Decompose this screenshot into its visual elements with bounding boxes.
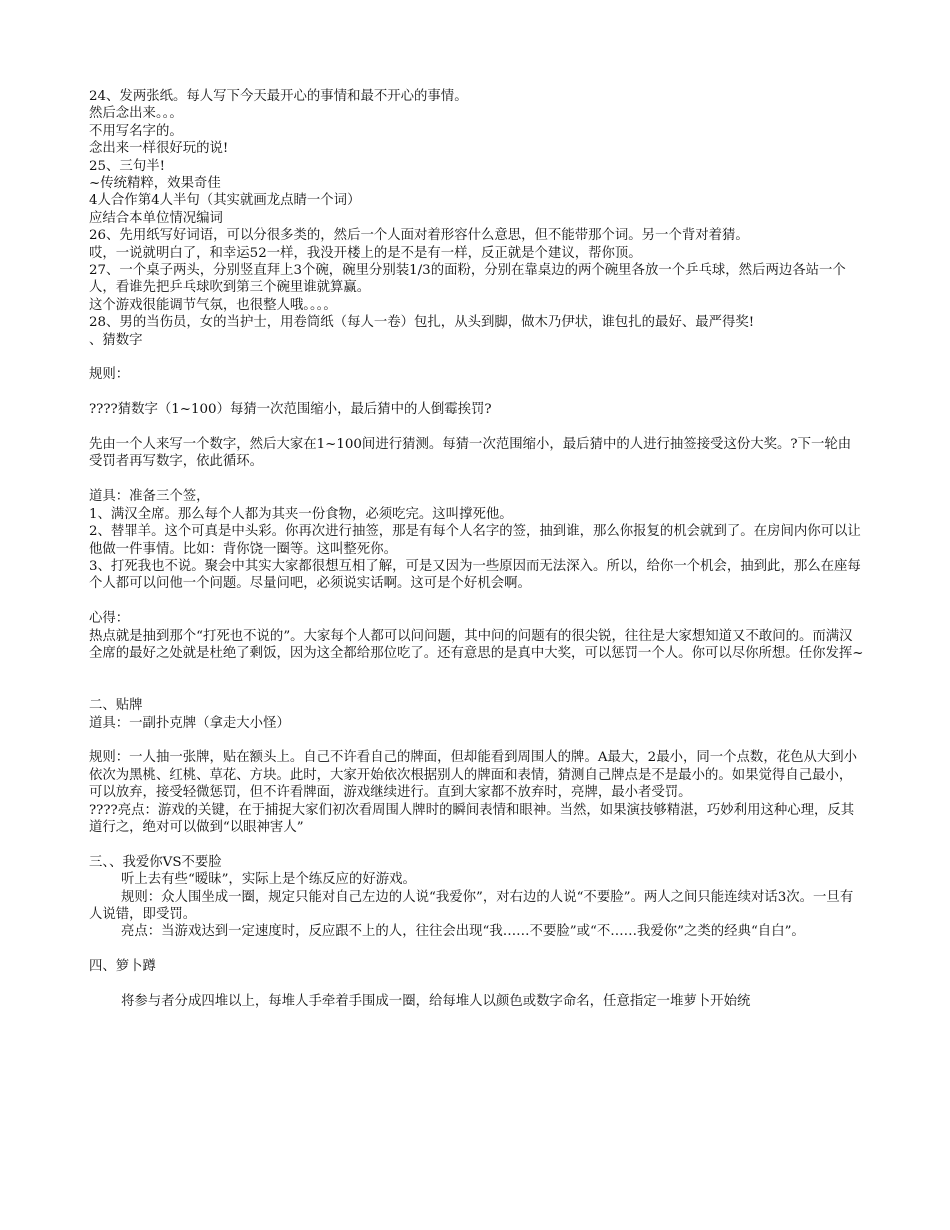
text-line: 4人合作第4人半句（其实就画龙点睛一个词） bbox=[89, 193, 361, 209]
text-paragraph: 热点就是抽到那个“打死也不说的”。大家每个人都可以问问题，其中问的问题有的很尖锐，往往是大家想知道又不敢问的。而满汉全席的最好之处就是杜绝了剩饭，因为这全都给那位吃了。还有意思的是真中大奖，可以惩罚一个人。你可以尽你所想。任你发挥~ bbox=[89, 628, 864, 661]
text-line: 28、男的当伤员，女的当护士，用卷筒纸（每人一卷）包扎，从头到脚，做木乃伊状，谁包扎的最好、最严得奖! bbox=[89, 315, 755, 331]
text-line: 道具：一副扑克牌（拿走大小怪） bbox=[89, 715, 290, 731]
text-line: 1、满汉全席。那么每个人都为其夹一份食物，必须吃完。这叫撑死他。 bbox=[89, 506, 513, 522]
text-line: 应结合本单位情况编词 bbox=[89, 210, 223, 226]
text-paragraph: 亮点：当游戏达到一定速度时，反应跟不上的人，往往会出现“我……不要脸”或“不……我爱你”之类的经典“自白”。 bbox=[121, 924, 805, 940]
text-line: ????猜数字（1~100）每猜一次范围缩小，最后猜中的人倒霉挨罚? bbox=[89, 402, 492, 418]
text-line: 规则： bbox=[89, 367, 130, 383]
text-line: 心得： bbox=[89, 611, 130, 627]
text-line: 不用写名字的。 bbox=[89, 123, 183, 139]
text-line: 24、发两张纸。每人写下今天最开心的事情和最不开心的事情。 bbox=[89, 89, 468, 104]
text-line: 道具：准备三个签， bbox=[89, 489, 210, 505]
text-paragraph: ????亮点：游戏的关键，在于捕捉大家们初次看周围人牌时的瞬间表情和眼神。当然，如果演技够精湛，巧妙利用这种心理，反其道行之，绝对可以做到“以眼神害人” bbox=[89, 802, 855, 835]
section-heading: 四、箩卜蹲 bbox=[89, 959, 156, 975]
text-paragraph: 3、打死我也不说。聚会中其实大家都很想互相了解，可是又因为一些原因而无法深入。所以，给你一个机会，抽到此，那么在座每个人都可以问他一个问题。尽量问吧，必须说实话啊。这可是个好机会啊。 bbox=[89, 558, 861, 592]
text-line: 哎，一说就明白了，和幸运52一样，我没开楼上的是不是有一样，反正就是个建议，帮你顶。 bbox=[89, 245, 642, 261]
text-line: 25、三句半! bbox=[89, 158, 165, 174]
text-paragraph: 27、一个桌子两头，分别竖直拜上3个碗，碗里分别装1/3的面粉，分别在靠桌边的两个碗里各放一个乒乓球，然后两边各站一个人，看谁先把乒乓球吹到第三个碗里谁就算赢。 bbox=[89, 263, 846, 296]
text-paragraph: 规则：众人围坐成一圈，规定只能对自己左边的人说“我爱你”，对右边的人说“不要脸”。两人之间只能连续对话3次。一旦有人说错，即受罚。 bbox=[89, 889, 854, 922]
text-line: 念出来一样很好玩的说! bbox=[89, 141, 229, 157]
text-paragraph: 听上去有些“暧昧”，实际上是个练反应的好游戏。 bbox=[121, 872, 416, 888]
section-heading: 、猜数字 bbox=[89, 332, 143, 348]
text-line: ~传统精粹，效果奇佳 bbox=[89, 176, 221, 192]
text-paragraph: 2、替罪羊。这个可真是中头彩。你再次进行抽签，那是有每个人名字的签，抽到谁，那么你报复的机会就到了。在房间内你可以让他做一件事情。比如：背你饶一圈等。这叫整死你。 bbox=[89, 524, 861, 557]
document-body bbox=[89, 88, 864, 1010]
text-paragraph: 规则：一人抽一张牌，贴在额头上。自己不许看自己的牌面，但却能看到周围人的牌。A最大，2最小，同一个点数，花色从大到小依次为黑桃、红桃、草花、方块。此时，大家开始依次根据别人的牌面和表情，猜测自己牌点是不是最小的。如果觉得自己最小，可以放弃，接受轻微惩罚，但不许看牌面，游戏继续进行。直到大家都不放弃时，亮牌，最小者受罚。 bbox=[89, 750, 858, 801]
text-line: 然后念出来。。。 bbox=[89, 106, 183, 122]
section-heading: 二、贴牌 bbox=[89, 698, 143, 714]
text-line: 这个游戏很能调节气氛，也很整人哦。。。。 bbox=[89, 297, 337, 313]
text-paragraph: 先由一个人来写一个数字，然后大家在1~100间进行猜测。每猜一次范围缩小，最后猜中的人进行抽签接受这份大奖。?下一轮由受罚者再写数字，依此循环。 bbox=[89, 437, 852, 470]
section-heading: 三、、我爱你VS不要脸 bbox=[89, 854, 222, 870]
text-line: 26、先用纸写好词语，可以分很多类的，然后一个人面对着形容什么意思，但不能带那个词。另一个背对着猜。 bbox=[89, 228, 749, 244]
text-paragraph: 将参与者分成四堆以上，每堆人手牵着手围成一圈，给每堆人以颜色或数字命名，任意指定一堆萝卜开始统 bbox=[121, 993, 751, 1009]
